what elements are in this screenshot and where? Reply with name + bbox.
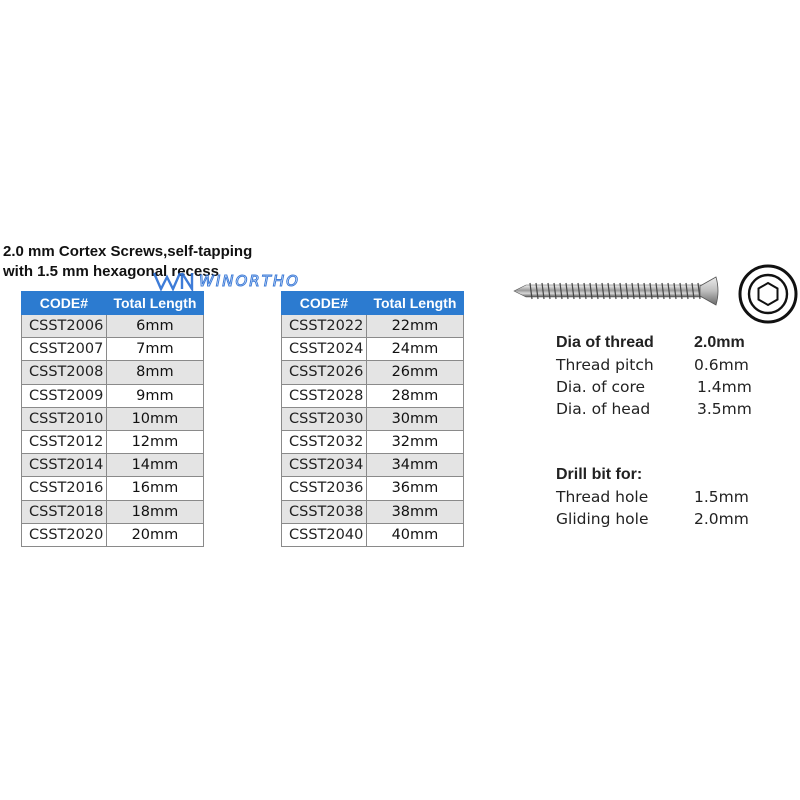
table-row [22,477,204,500]
spec-pitch [556,354,786,376]
code-cell: CSST2016 [22,477,107,500]
code-cell: CSST2034 [282,454,367,477]
table-row [22,315,204,338]
code-cell: CSST2030 [282,407,367,430]
spec-label: Dia of thread [556,334,654,351]
length-cell: 30mm [366,407,463,430]
length-cell: 16mm [106,477,203,500]
length-cell: 28mm [366,384,463,407]
header-length: Total Length [106,292,203,315]
header-code: CODE# [22,292,107,315]
table-row [282,477,464,500]
code-table-right [281,291,464,547]
code-cell: CSST2012 [22,430,107,453]
spec-gliding-hole [556,508,786,530]
table-row [22,384,204,407]
table-row [282,361,464,384]
length-cell: 24mm [366,338,463,361]
length-cell: 26mm [366,361,463,384]
table-row [22,454,204,477]
spec-label: Dia. of core [556,378,646,396]
code-cell: CSST2036 [282,477,367,500]
table-row [282,430,464,453]
table-row [22,500,204,523]
spec-value: 1.4mm [697,378,752,396]
drill-bit-title: Drill bit for: [556,466,643,483]
code-cell: CSST2040 [282,523,367,546]
winortho-watermark [152,270,300,292]
table-row [282,454,464,477]
spec-label: Dia. of head [556,400,651,418]
code-cell: CSST2014 [22,454,107,477]
table-row [282,338,464,361]
screw-side-view-icon [510,268,722,314]
length-cell: 7mm [106,338,203,361]
header-code: CODE# [282,292,367,315]
logo-text: WINORTHO [199,272,300,290]
length-cell: 36mm [366,477,463,500]
table-row [282,523,464,546]
title-line-1: 2.0 mm Cortex Screws,self-tapping [3,243,253,260]
header-length: Total Length [366,292,463,315]
spec-value: 3.5mm [697,400,752,418]
code-cell: CSST2008 [22,361,107,384]
length-cell: 12mm [106,430,203,453]
length-cell: 6mm [106,315,203,338]
spec-thread-dia [556,332,786,354]
code-cell: CSST2020 [22,523,107,546]
table-row [282,407,464,430]
table-row [22,407,204,430]
spec-value: 0.6mm [694,356,749,374]
spec-core [556,376,786,398]
spec-value: 2.0mm [694,510,749,528]
spec-label: Thread pitch [556,356,654,374]
spec-value: 1.5mm [694,488,749,506]
code-table-left [21,291,204,547]
title-line-2: with 1.5 mm hexagonal recess [3,263,219,280]
length-cell: 32mm [366,430,463,453]
table-row [282,500,464,523]
length-cell: 38mm [366,500,463,523]
table-row [282,384,464,407]
spec-value: 2.0mm [694,334,745,351]
table-row [22,361,204,384]
winortho-logo-icon [152,270,196,292]
length-cell: 8mm [106,361,203,384]
code-cell: CSST2038 [282,500,367,523]
code-cell: CSST2009 [22,384,107,407]
length-cell: 22mm [366,315,463,338]
table-row [22,430,204,453]
spec-head [556,398,786,420]
spec-thread-hole [556,486,786,508]
table-row [282,315,464,338]
length-cell: 40mm [366,523,463,546]
code-cell: CSST2022 [282,315,367,338]
hex-recess-head-icon [737,263,799,325]
code-cell: CSST2018 [22,500,107,523]
code-cell: CSST2007 [22,338,107,361]
spec-label: Gliding hole [556,510,649,528]
code-cell: CSST2032 [282,430,367,453]
code-cell: CSST2024 [282,338,367,361]
code-cell: CSST2028 [282,384,367,407]
length-cell: 18mm [106,500,203,523]
code-cell: CSST2026 [282,361,367,384]
length-cell: 9mm [106,384,203,407]
length-cell: 10mm [106,407,203,430]
length-cell: 14mm [106,454,203,477]
code-cell: CSST2006 [22,315,107,338]
length-cell: 34mm [366,454,463,477]
spec-label: Thread hole [556,488,649,506]
table-row [22,523,204,546]
table-row [22,338,204,361]
specifications [556,332,786,530]
code-cell: CSST2010 [22,407,107,430]
length-cell: 20mm [106,523,203,546]
